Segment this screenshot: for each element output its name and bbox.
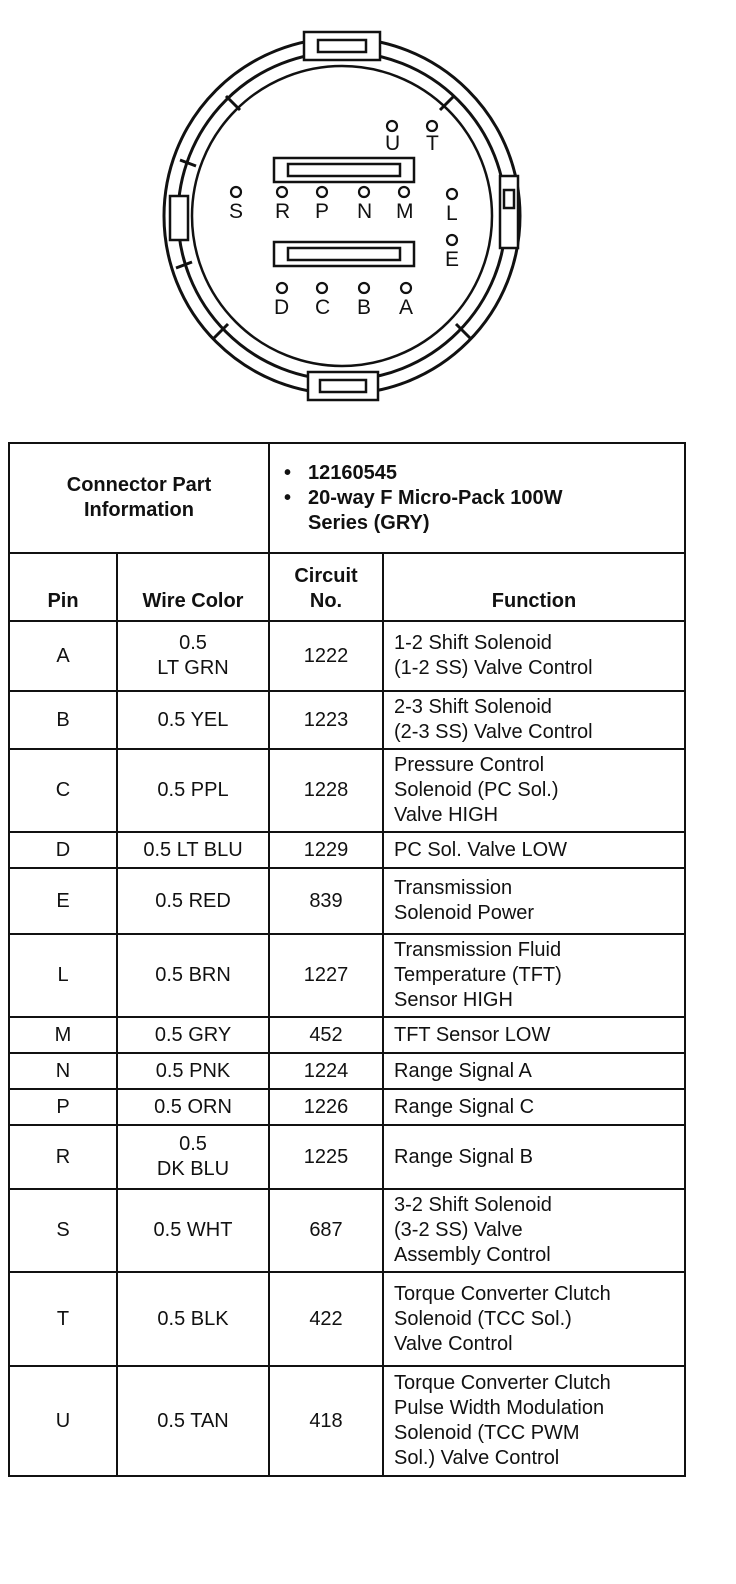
function-cell: Transmission Solenoid Power xyxy=(383,868,685,934)
function-cell: Range Signal C xyxy=(383,1089,685,1125)
table-row xyxy=(9,1053,685,1089)
pin-hole-r xyxy=(277,187,287,197)
pin-hole-u xyxy=(387,121,397,131)
pin-hole-e xyxy=(447,235,457,245)
pin-hole-b xyxy=(359,283,369,293)
pin-label-m: M xyxy=(396,200,414,223)
circuit-cell: 839 xyxy=(269,868,383,934)
function-cell: 1-2 Shift Solenoid (1-2 SS) Valve Control xyxy=(383,621,685,691)
function-cell: Range Signal A xyxy=(383,1053,685,1089)
wire-color-cell: 0.5 WHT xyxy=(117,1189,269,1272)
part-info-header: Connector Part Information xyxy=(9,443,269,553)
pin-cell: R xyxy=(9,1125,117,1189)
function-cell: Torque Converter Clutch Pulse Width Modulation Solenoid (TCC PWM Sol.) Valve Control xyxy=(383,1366,685,1476)
top-latch xyxy=(304,32,380,60)
circuit-cell: 1228 xyxy=(269,749,383,832)
wire-color-cell: 0.5 LT GRN xyxy=(117,621,269,691)
pin-label-s: S xyxy=(229,200,244,223)
function-cell: 2-3 Shift Solenoid (2-3 SS) Valve Control xyxy=(383,691,685,749)
lower-slot xyxy=(274,242,414,266)
circuit-cell: 1229 xyxy=(269,832,383,868)
pin-label-d: D xyxy=(274,296,290,319)
col-header-function: Function xyxy=(383,553,685,621)
pin-cell: P xyxy=(9,1089,117,1125)
wire-color-cell: 0.5 PPL xyxy=(117,749,269,832)
circuit-cell: 1222 xyxy=(269,621,383,691)
pin-out-table xyxy=(8,442,686,1477)
pin-label-r: R xyxy=(275,200,291,223)
part-series-item: • 20-way F Micro-Pack 100W Series (GRY) xyxy=(284,486,563,534)
pin-label-a: A xyxy=(399,296,414,319)
function-cell: Torque Converter Clutch Solenoid (TCC Sol.) Valve Control xyxy=(383,1272,685,1366)
wire-color-cell: 0.5 PNK xyxy=(117,1053,269,1089)
wire-color-cell: 0.5 DK BLU xyxy=(117,1125,269,1189)
table-row xyxy=(9,832,685,868)
right-lock-tab xyxy=(500,176,518,248)
wire-color-cell: 0.5 BLK xyxy=(117,1272,269,1366)
upper-slot xyxy=(274,158,414,182)
function-cell: PC Sol. Valve LOW xyxy=(383,832,685,868)
connector-outer-ring xyxy=(164,38,520,394)
wire-color-cell: 0.5 RED xyxy=(117,868,269,934)
pin-cell: T xyxy=(9,1272,117,1366)
function-cell: 3-2 Shift Solenoid (3-2 SS) Valve Assembly Control xyxy=(383,1189,685,1272)
pin-cell: M xyxy=(9,1017,117,1053)
pin-cell: L xyxy=(9,934,117,1017)
table-row xyxy=(9,1189,685,1272)
circuit-cell: 418 xyxy=(269,1366,383,1476)
column-header-row xyxy=(9,553,685,621)
table-row xyxy=(9,934,685,1017)
pin-label-n: N xyxy=(357,200,373,223)
pin-cell: A xyxy=(9,621,117,691)
pin-hole-m xyxy=(399,187,409,197)
pin-label-c: C xyxy=(315,296,331,319)
circuit-cell: 1224 xyxy=(269,1053,383,1089)
pin-hole-c xyxy=(317,283,327,293)
col-header-wire-color: Wire Color xyxy=(117,553,269,621)
circuit-cell: 1225 xyxy=(269,1125,383,1189)
table-row xyxy=(9,749,685,832)
pin-hole-p xyxy=(317,187,327,197)
pin-cell: E xyxy=(9,868,117,934)
wire-color-cell: 0.5 ORN xyxy=(117,1089,269,1125)
part-number: 12160545 xyxy=(308,461,397,484)
function-cell: TFT Sensor LOW xyxy=(383,1017,685,1053)
circuit-cell: 452 xyxy=(269,1017,383,1053)
circuit-cell: 687 xyxy=(269,1189,383,1272)
wire-color-cell: 0.5 GRY xyxy=(117,1017,269,1053)
table-row xyxy=(9,621,685,691)
table-row xyxy=(9,1272,685,1366)
wire-color-cell: 0.5 YEL xyxy=(117,691,269,749)
pin-label-l: L xyxy=(446,202,458,225)
pin-cell: D xyxy=(9,832,117,868)
pin-hole-d xyxy=(277,283,287,293)
pin-label-p: P xyxy=(315,200,330,223)
circuit-cell: 1223 xyxy=(269,691,383,749)
pin-label-e: E xyxy=(445,248,460,271)
bottom-latch xyxy=(308,372,378,400)
col-header-circuit: Circuit No. xyxy=(269,553,383,621)
table-row xyxy=(9,1089,685,1125)
table-row xyxy=(9,1366,685,1476)
table-row xyxy=(9,1125,685,1189)
connector-diagram xyxy=(0,0,736,425)
part-info-list xyxy=(269,443,685,553)
function-cell: Range Signal B xyxy=(383,1125,685,1189)
table-row xyxy=(9,691,685,749)
pin-hole-t xyxy=(427,121,437,131)
function-cell: Transmission Fluid Temperature (TFT) Sensor HIGH xyxy=(383,934,685,1017)
function-cell: Pressure Control Solenoid (PC Sol.) Valve HIGH xyxy=(383,749,685,832)
table-row xyxy=(9,868,685,934)
pin-label-u: U xyxy=(385,132,401,155)
pin-cell: C xyxy=(9,749,117,832)
table-row xyxy=(9,1017,685,1053)
pin-cell: U xyxy=(9,1366,117,1476)
pin-hole-s xyxy=(231,187,241,197)
wire-color-cell: 0.5 LT BLU xyxy=(117,832,269,868)
circuit-cell: 422 xyxy=(269,1272,383,1366)
part-info-row xyxy=(9,443,685,553)
pin-cell: S xyxy=(9,1189,117,1272)
pin-label-b: B xyxy=(357,296,372,319)
part-series: 20-way F Micro-Pack 100W Series (GRY) xyxy=(308,486,563,534)
circuit-cell: 1227 xyxy=(269,934,383,1017)
pin-cell: N xyxy=(9,1053,117,1089)
pin-cell: B xyxy=(9,691,117,749)
col-header-pin: Pin xyxy=(9,553,117,621)
pin-label-t: T xyxy=(426,132,439,155)
pin-hole-a xyxy=(401,283,411,293)
left-tab xyxy=(170,196,188,240)
part-number-item: • 12160545 xyxy=(284,461,397,484)
wire-color-cell: 0.5 TAN xyxy=(117,1366,269,1476)
wire-color-cell: 0.5 BRN xyxy=(117,934,269,1017)
pin-hole-n xyxy=(359,187,369,197)
pin-hole-l xyxy=(447,189,457,199)
circuit-cell: 1226 xyxy=(269,1089,383,1125)
